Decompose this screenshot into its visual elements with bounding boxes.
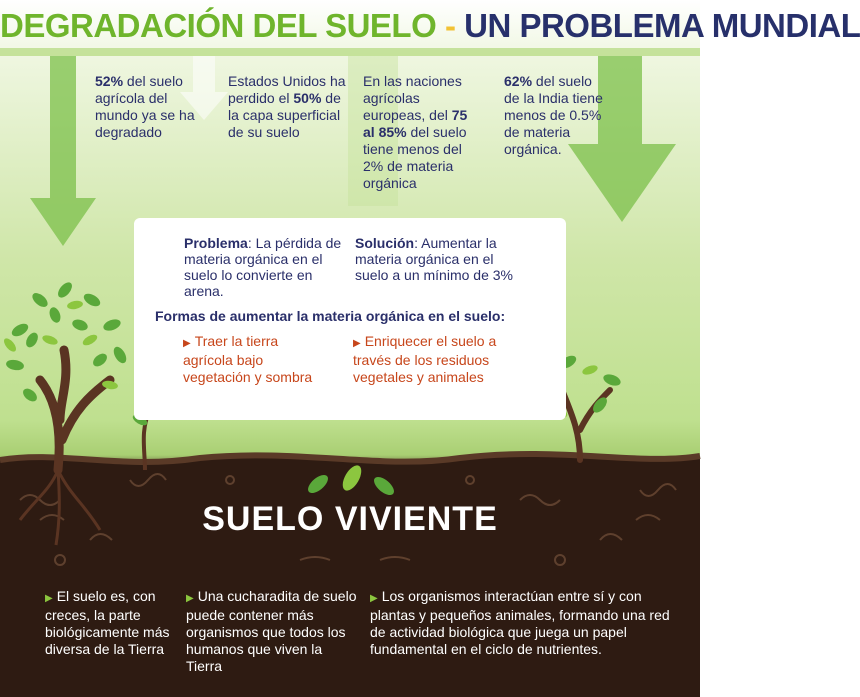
triangle-bullet-icon: ▶ <box>370 593 378 604</box>
title-underline-band <box>0 48 700 56</box>
solution-text: Solución: Aumentar la materia orgánica en el suelo a un mínimo de 3% <box>355 235 513 283</box>
triangle-bullet-icon: ▶ <box>353 338 361 349</box>
triangle-bullet-icon: ▶ <box>183 338 191 349</box>
forms-heading: Formas de aumentar la materia orgánica en el suelo: <box>155 308 506 324</box>
stat-item: 52% del suelo agrícola del mundo ya se ha degradado <box>95 73 195 140</box>
down-arrow-icon <box>30 56 96 246</box>
stat-item: Estados Unidos ha perdido el 50% de la capa superficial de su suelo <box>228 73 346 140</box>
list-item: ▶ Enriquecer el suelo a través de los residuos vegetales y animales <box>353 333 497 385</box>
soil-title: SUELO VIVIENTE <box>202 500 498 538</box>
problem-text: Problema: La pérdida de materia orgánica en el suelo lo convierte en arena. <box>184 235 342 299</box>
list-item: ▶ Traer la tierra agrícola bajo vegetación y sombra <box>183 333 313 385</box>
stat-item: En las naciones agrícolas europeas, del 75 al 85% del suelo tiene menos del 2% de materia orgánica <box>363 73 468 191</box>
page-title <box>0 6 860 46</box>
title-separator: - <box>444 7 456 44</box>
fact-item: ▶ El suelo es, con creces, la parte biológicamente más diversa de la Tierra <box>45 588 170 657</box>
triangle-bullet-icon: ▶ <box>186 593 194 604</box>
fact-item: ▶ Una cucharadita de suelo puede contener más organismos que todos los humanos que viven la Tierra <box>186 588 357 674</box>
fact-item: ▶ Los organismos interactúan entre sí y con plantas y pequeños animales, formando una red de actividad biológica que juega un papel fundamental en el ciclo de nutrientes. <box>370 588 670 657</box>
triangle-bullet-icon: ▶ <box>45 593 53 604</box>
title-part-1: DEGRADACIÓN DEL SUELO <box>0 7 437 44</box>
title-part-2: UN PROBLEMA MUNDIAL <box>464 7 860 44</box>
stat-item: 62% del suelo de la India tiene menos de 0.5% de materia orgánica. <box>504 73 603 157</box>
